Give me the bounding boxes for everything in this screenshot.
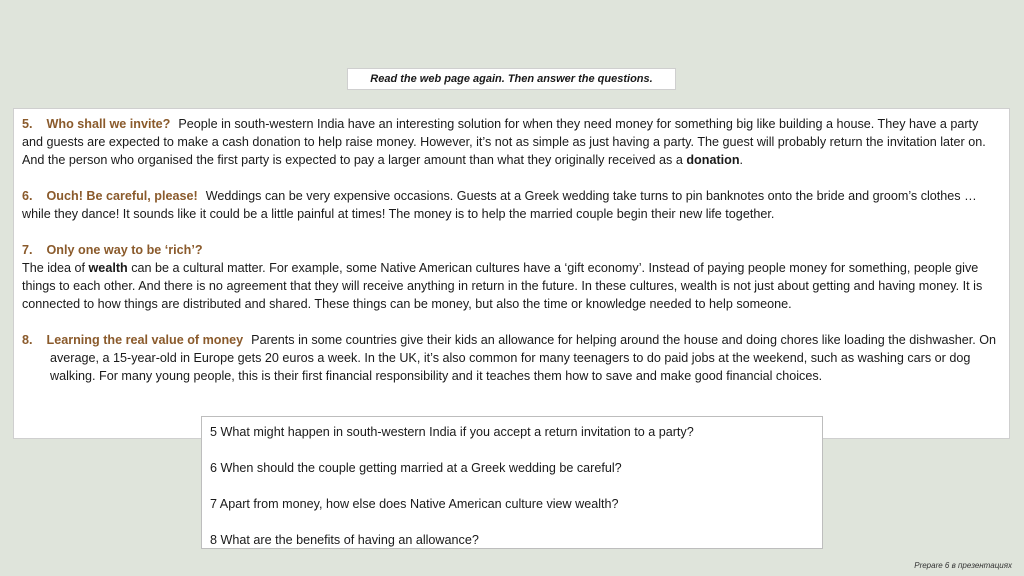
keyword-donation: donation — [686, 153, 740, 167]
question-item: 7 Apart from money, how else does Native American culture view wealth? — [210, 497, 619, 511]
section-6 — [22, 187, 1000, 223]
footer-label: Prepare 6 в презентациях — [914, 561, 1012, 570]
section-number: 5. — [22, 117, 33, 131]
section-heading: Only one way to be ‘rich’? — [46, 243, 203, 257]
keyword-wealth: wealth — [88, 261, 128, 275]
reading-text-box — [13, 108, 1010, 439]
section-8 — [22, 331, 1000, 385]
section-heading: Ouch! Be careful, please! — [46, 189, 198, 203]
section-7: 7. Only one way to be ‘rich’? The idea of wealth can be a cultural matter. For example, some Native American cultures have a ‘gift economy’. Instead of paying people money for something, people give things to each other. And there is no agreement that they will receive anything in return in the future. In these cultures, wealth is not just about getting and having money. It is connected to how things are distributed and shared. These things can be money, but also the time or knowledge needed to help someone. — [22, 243, 983, 311]
instruction-banner: Read the web page again. Then answer the questions. — [347, 68, 676, 90]
section-number: 6. — [22, 189, 33, 203]
section-number: 8. — [22, 333, 33, 347]
section-text: Weddings can be very expensive occasions. Guests at a Greek wedding take turns to pin banknotes onto the bride and groom’s clothes … while they dance! It sounds like it could be a little painful at times! The money is to help the married couple begin their new life together. — [22, 189, 977, 221]
questions-box — [201, 416, 823, 549]
section-heading: Learning the real value of money — [46, 333, 244, 347]
section-heading: Who shall we invite? — [46, 117, 171, 131]
section-5: 5. Who shall we invite? People in south-western India have an interesting solution for when they need money for something big like building a house. They have a party and guests are expected to make a cash donation to help raise money. However, it’s not as simple as just having a party. The guest will probably return the invitation later on. And the person who organised the first party is expected to pay a larger amount than what they originally received as a donation. — [22, 117, 986, 167]
section-text: People in south-western India have an interesting solution for when they need money for something big like building a house. They have a party and guests are expected to make a cash donation to help raise money. However, it’s not as simple as just having a party. The guest will probably return the invitation later on. And the person who organised the first party is expected to pay a larger amount than what they originally received as a — [22, 117, 986, 167]
section-text: Parents in some countries give their kids an allowance for helping around the house and doing chores like loading the dishwasher. On average, a 15-year-old in Europe gets 20 euros a week. In the UK, it’s also common for many teenagers to do paid jobs at the weekend, such as washing cars or dog walking. For many young people, this is their first financial responsibility and it teaches them how to save and make good financial choices. — [50, 333, 997, 383]
question-item: 8 What are the benefits of having an allowance? — [210, 533, 479, 547]
question-item: 6 When should the couple getting married at a Greek wedding be careful? — [210, 461, 622, 475]
question-item: 5 What might happen in south-western India if you accept a return invitation to a party? — [210, 425, 694, 439]
section-number: 7. — [22, 243, 33, 257]
section-text: The idea of — [22, 261, 89, 275]
